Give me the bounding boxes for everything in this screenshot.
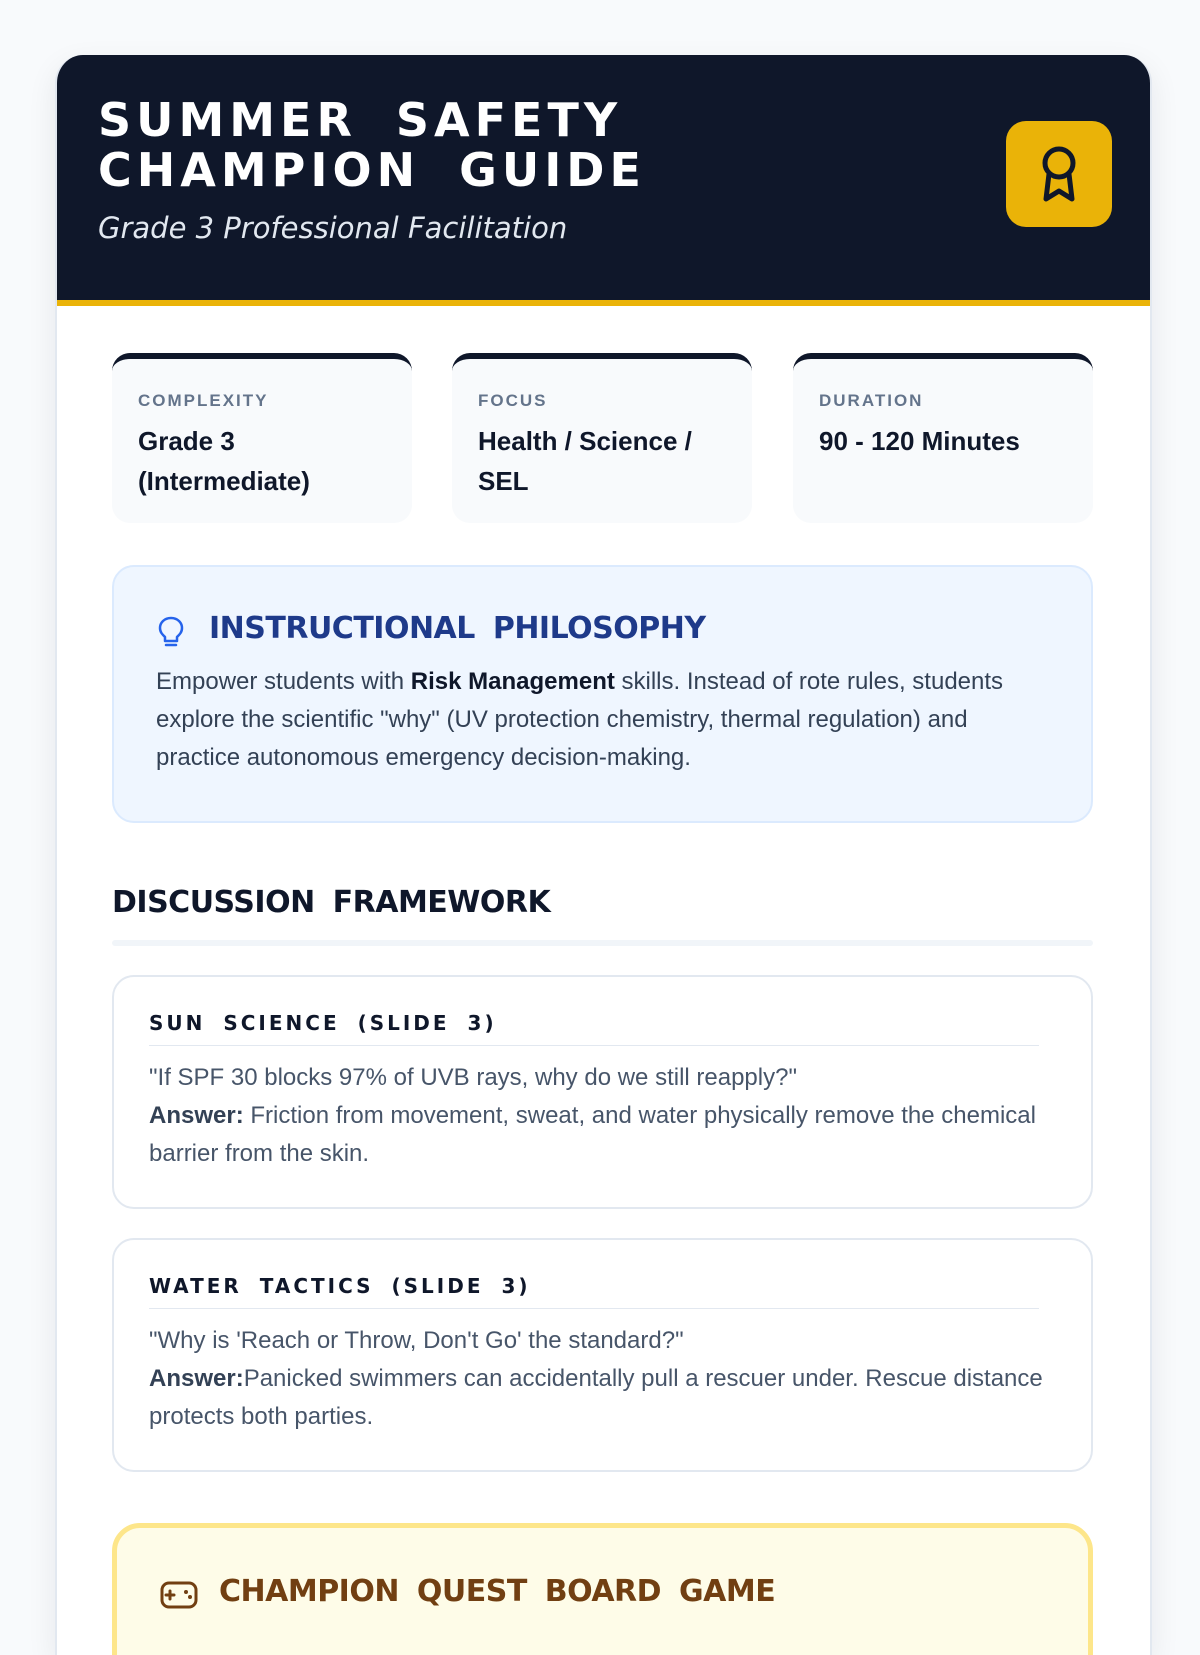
discussion-card-sun	[112, 975, 1093, 1209]
stat-value: 90 - 120 Minutes	[819, 426, 1020, 456]
stat-value: Health / Science / SEL	[478, 426, 692, 496]
philosophy-text-start: Empower students with	[156, 668, 411, 695]
discussion-card-title: WATER TACTICS (SLIDE 3)	[149, 1274, 1039, 1309]
page-title: SUMMER SAFETY CHAMPION GUIDE	[98, 93, 646, 197]
answer-text: Panicked swimmers can accidentally pull a rescuer under. Rescue distance protects both parties.	[149, 1365, 1043, 1430]
discussion-card-title: SUN SCIENCE (SLIDE 3)	[149, 1011, 1039, 1046]
discussion-question: "Why is 'Reach or Throw, Don't Go' the standard?"	[149, 1327, 684, 1354]
award-ribbon-icon	[1035, 143, 1083, 205]
board-game-section	[112, 1523, 1093, 1655]
stat-focus	[452, 353, 752, 523]
philosophy-callout	[112, 565, 1093, 823]
section-divider	[112, 940, 1093, 946]
answer-label: Answer:	[149, 1102, 244, 1129]
philosophy-emphasis: Risk Management	[410, 668, 615, 695]
guide-card	[55, 55, 1152, 1655]
stat-complexity	[112, 353, 412, 523]
stat-duration	[793, 353, 1093, 523]
gamepad-icon	[159, 1580, 199, 1610]
page-subtitle: Grade 3 Professional Facilitation	[98, 211, 568, 245]
stat-label: COMPLEXITY	[138, 391, 269, 410]
stat-label: DURATION	[819, 391, 924, 410]
discussion-card-water	[112, 1238, 1093, 1472]
stat-label: FOCUS	[478, 391, 548, 410]
philosophy-text-end: skills. Instead of rote rules, students explore the scientific "why" (UV protection chemistry, thermal regulation) and practice autonomous emergency decision-making.	[156, 668, 1004, 771]
answer-text: Friction from movement, sweat, and water physically remove the chemical barrier from the skin.	[149, 1102, 1036, 1167]
guide-header	[57, 55, 1150, 306]
discussion-section-title: DISCUSSION FRAMEWORK	[112, 885, 551, 920]
discussion-answer	[149, 1097, 1049, 1173]
lightbulb-icon	[156, 615, 186, 649]
discussion-card-body	[149, 1322, 1049, 1436]
stats-row	[112, 353, 1093, 523]
philosophy-title: INSTRUCTIONAL PHILOSOPHY	[209, 611, 706, 646]
answer-label: Answer:	[149, 1365, 244, 1392]
discussion-question: "If SPF 30 blocks 97% of UVB rays, why do we still reapply?"	[149, 1064, 797, 1091]
award-badge	[1006, 121, 1112, 227]
stat-value: Grade 3 (Intermediate)	[138, 426, 310, 496]
discussion-answer	[149, 1360, 1049, 1436]
philosophy-text	[156, 663, 1056, 777]
discussion-card-body	[149, 1059, 1049, 1173]
board-game-title: CHAMPION QUEST BOARD GAME	[219, 1574, 776, 1609]
